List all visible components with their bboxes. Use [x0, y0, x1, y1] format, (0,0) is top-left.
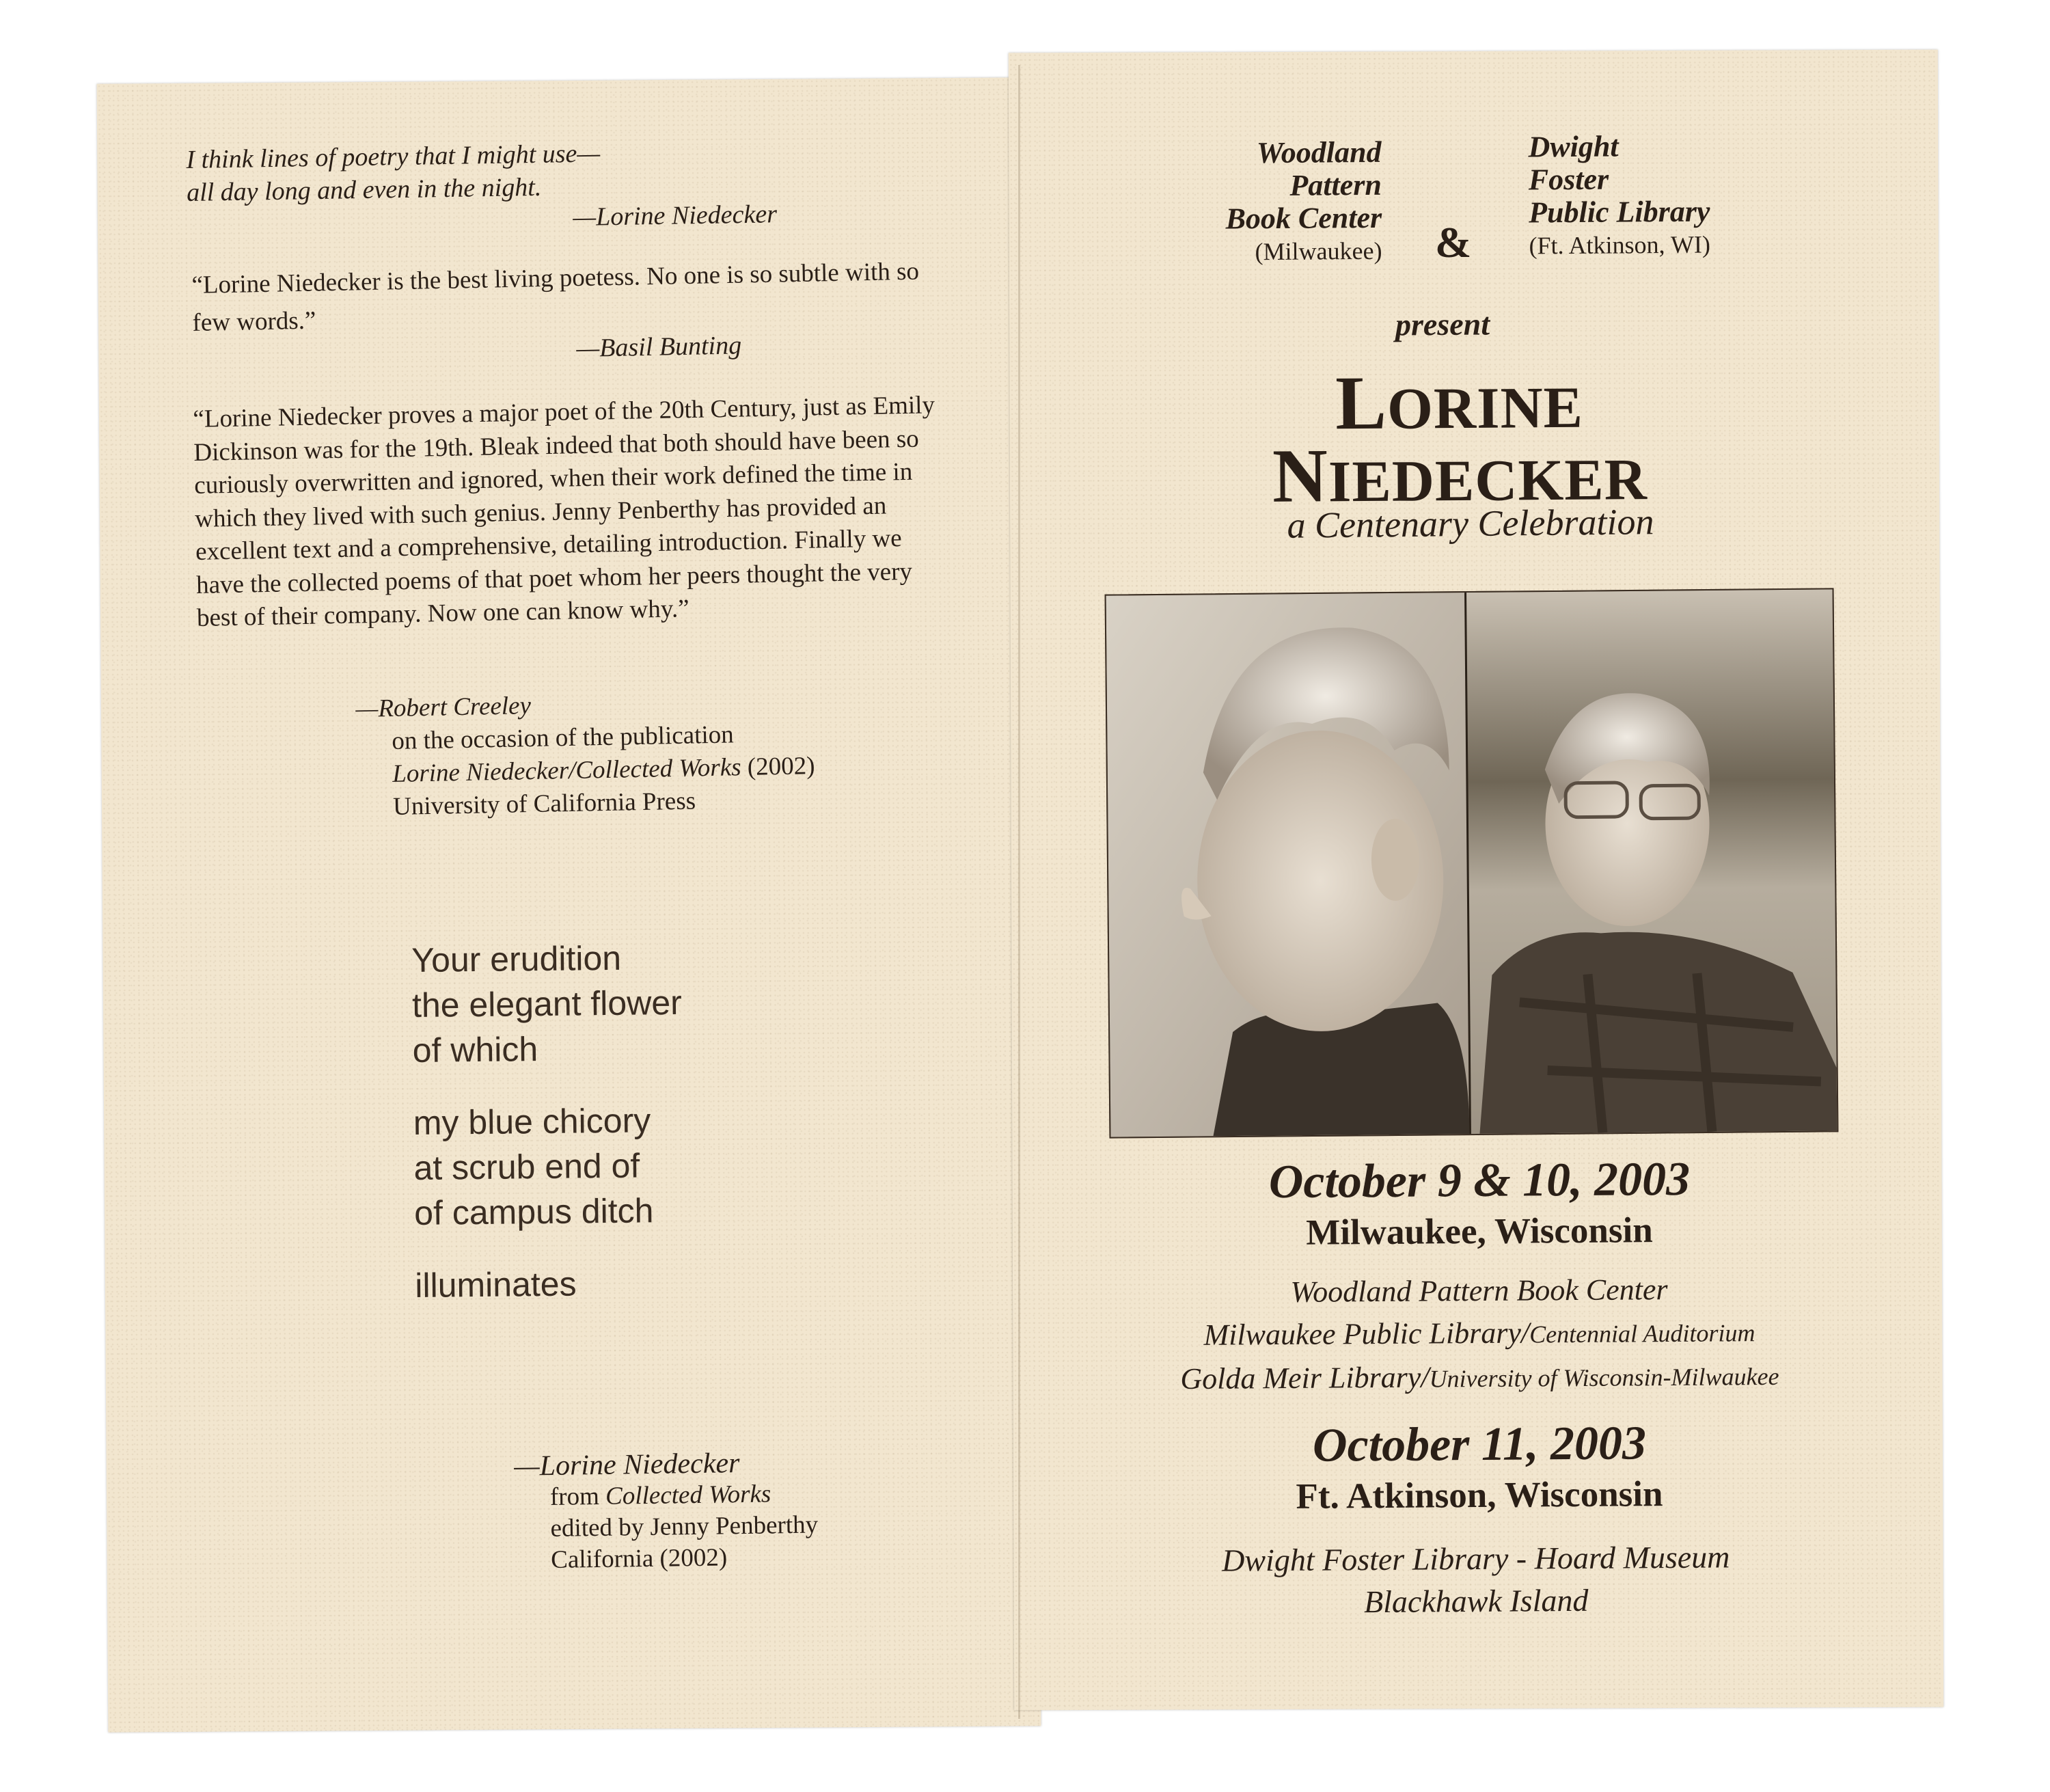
- bunting-attribution: —Basil Bunting: [576, 331, 742, 363]
- title-name: LORINE NIEDECKER: [1272, 360, 1648, 519]
- creeley-attribution: —Robert Creeley on the occasion of the publication Lorine Niedecker/Collected Works (2002) University of California Press: [355, 692, 815, 821]
- event2-date: October 11, 2003: [1312, 1417, 1647, 1472]
- fold-line: [1018, 65, 1020, 1719]
- event1-venues: Woodland Pattern Book Center Milwaukee Public Library/Centennial Auditorium Golda Meir Library/University of Wisconsin-Milwaukee: [1180, 1273, 1779, 1396]
- poem-stanza-3: illuminates: [415, 1264, 577, 1305]
- event2-venues: Dwight Foster Library - Hoard Museum Blackhawk Island: [1221, 1539, 1730, 1620]
- event1-city: Milwaukee, Wisconsin: [1306, 1210, 1653, 1253]
- niedecker-quote-attribution: —Lorine Niedecker: [573, 200, 778, 232]
- ampersand: &: [1435, 218, 1472, 267]
- poem-attribution: —Lorine Niedecker from Collected Works edited by Jenny Penberthy California (2002): [514, 1448, 819, 1574]
- book-title: Lorine Niedecker/Collected Works: [392, 753, 741, 788]
- poem-stanza-2: my blue chicory at scrub end of of campus ditch: [413, 1101, 654, 1232]
- event2-city: Ft. Atkinson, Wisconsin: [1296, 1474, 1663, 1517]
- org-woodland-pattern: Woodland Pattern Book Center (Milwaukee): [1225, 135, 1382, 266]
- poem-stanza-1: Your erudition the elegant flower of which: [411, 938, 683, 1070]
- portrait-photo: [1105, 588, 1839, 1138]
- portrait-photo-image: [1106, 589, 1837, 1137]
- present-label: present: [1395, 306, 1490, 342]
- creeley-quote: “Lorine Niedecker proves a major poet of the 20th Century, just as Emily Dickinson was for the 19th. Bleak indeed that both should have been so curiously overwritten and ignored, when their work defined the time in which they lived with such genius. Jenny Penberthy has provided an excellent text and a comprehensive, detailing introduction. Finally we have the collected poems of that poet whom her peers thought the very best of their company. Now one can know why.”: [193, 391, 935, 632]
- subtitle: a Centenary Celebration: [1287, 501, 1654, 546]
- poem: [411, 935, 685, 1335]
- niedecker-quote: I think lines of poetry that I might use— all day long and even in the night.: [186, 139, 601, 207]
- org-dwight-foster: Dwight Foster Public Library (Ft. Atkinson, WI): [1528, 129, 1710, 260]
- bunting-quote: “Lorine Niedecker is the best living poetess. No one is so subtle with so few words.”: [191, 257, 920, 337]
- event1-date: October 9 & 10, 2003: [1268, 1152, 1691, 1209]
